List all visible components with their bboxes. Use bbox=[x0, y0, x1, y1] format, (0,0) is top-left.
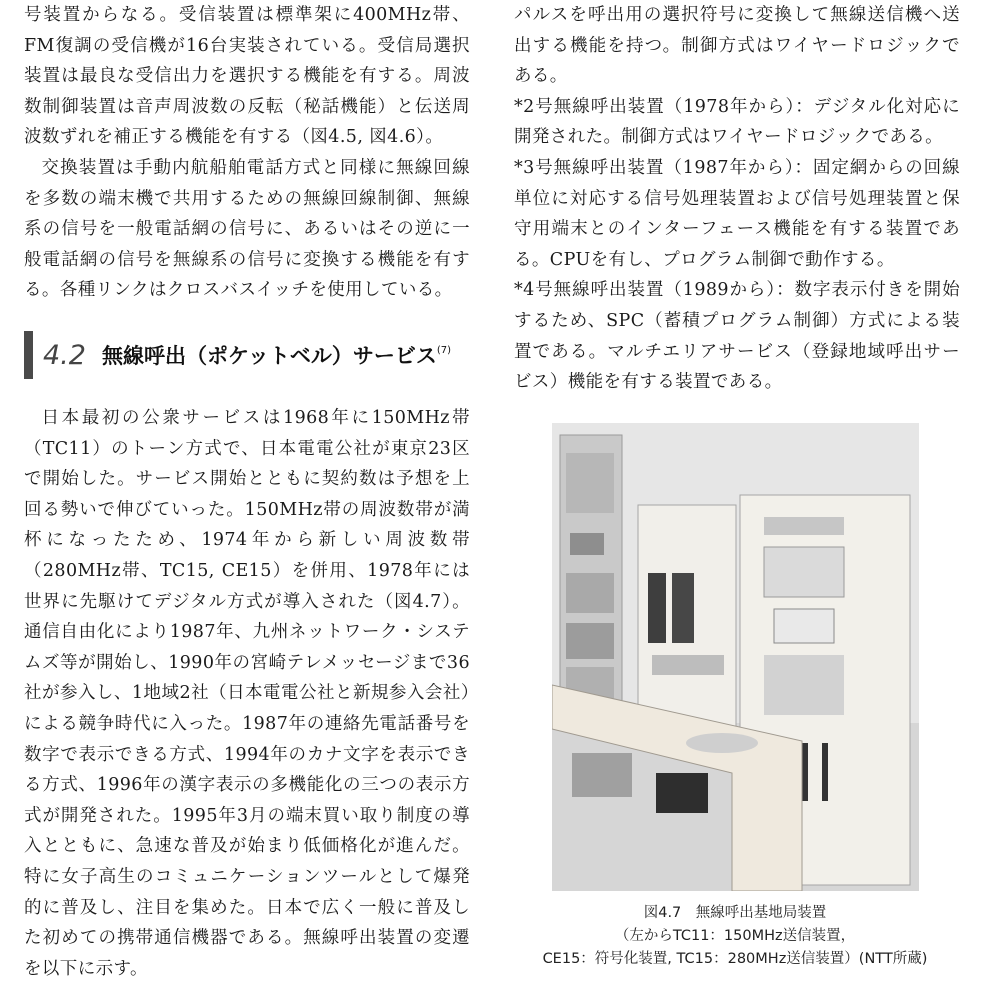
section-heading bbox=[24, 331, 470, 379]
base-station-equipment-illustration bbox=[552, 423, 919, 891]
paragraph: 交換装置は手動内航船舶電話方式と同様に無線回線を多数の端末機で共用するための無線回線制御、無線系の信号を一般電話網の信号に、あるいはその逆に一般電話網の信号を無線系の信号に変換する機能を有する。各種リンクはクロスバスイッチを使用している。 bbox=[24, 157, 470, 301]
caption-line: 図4.7 無線呼出基地局装置 bbox=[643, 905, 827, 921]
section-number: 4.2 bbox=[43, 339, 86, 371]
paragraph: 日本最初の公衆サービスは1968年に150MHz帯（TC11）のトーン方式で、日本電電公社が東京23区で開始した。サービス開始とともに契約数は予想を上回る勢いで伸びていった。150MHz帯の周波数帯が満杯になったため、1974年から新しい周波数帯（280MHz帯、TC15, CE15）を併用、1978年には世界に先駆けてデジタル方式が導入された（図4.7）。通信自由化により1987年、九州ネットワーク・システムズ等が開始し、1990年の宮崎テレメッセージまで36社が参入し、1地域2社（日本電電公社と新規参入会社）による競争時代に入った。1987年の連絡先電話番号を数字で表示できる方式、1994年のカナ文字を表示できる方式、1996年の漢字表示の多機能化の三つの表示方式が開発された。1995年3月の端末買い取り制度の導入とともに、急速な普及が始まり低価格化が進んだ。特に女子高生のコミュニケーションツールとして爆発的に普及し、注目を集めた。日本で広く一般に普及した初めての携帯通信機器である。無線呼出装置の変遷を以下に示す。 bbox=[24, 408, 470, 979]
heading-bar bbox=[24, 331, 33, 379]
intro-text bbox=[24, 0, 470, 306]
list-item: *3号無線呼出装置（1987年から）：固定網からの回線単位に対応する信号処理装置および信号処理装置と保守用端末とのインターフェース機能を有する装置である。CPUを有し、プログラム制御で動作する。 bbox=[514, 157, 960, 270]
device-list bbox=[514, 0, 960, 398]
section-title-text: 無線呼出（ポケットベル）サービス bbox=[101, 344, 437, 368]
paragraph: パルスを呼出用の選択符号に変換して無線送信機へ送出する機能を持つ。制御方式はワイヤードロジックである。 bbox=[514, 5, 960, 87]
paragraph: 号装置からなる。受信装置は標準架に400MHz帯、FM復調の受信機が16台実装されている。受信局選択装置は最良な受信出力を選択する機能を有する。周波数制御装置は音声周波数の反転（秘話機能）と伝送周波数ずれを補正する機能を有する（図4.5, 図4.6）。 bbox=[24, 5, 470, 148]
list-item: *2号無線呼出装置（1978年から）：デジタル化対応に開発された。制御方式はワイヤードロジックである。 bbox=[514, 96, 960, 148]
reference-mark: (7) bbox=[436, 345, 452, 356]
caption-line: （左からTC11：150MHz送信装置， bbox=[614, 928, 856, 944]
list-item: *4号無線呼出装置（1989から）：数字表示付きを開始するため、SPC（蓄積プログラム制御）方式による装置である。マルチエリアサービス（登録地域呼出サービス）機能を有する装置である。 bbox=[514, 280, 960, 393]
figure-caption bbox=[500, 902, 970, 971]
section-body bbox=[24, 403, 470, 984]
section-title bbox=[102, 340, 451, 370]
figure-photo bbox=[552, 423, 919, 891]
caption-line: CE15：符号化装置, TC15：280MHz送信装置）(NTT所蔵) bbox=[542, 951, 928, 967]
